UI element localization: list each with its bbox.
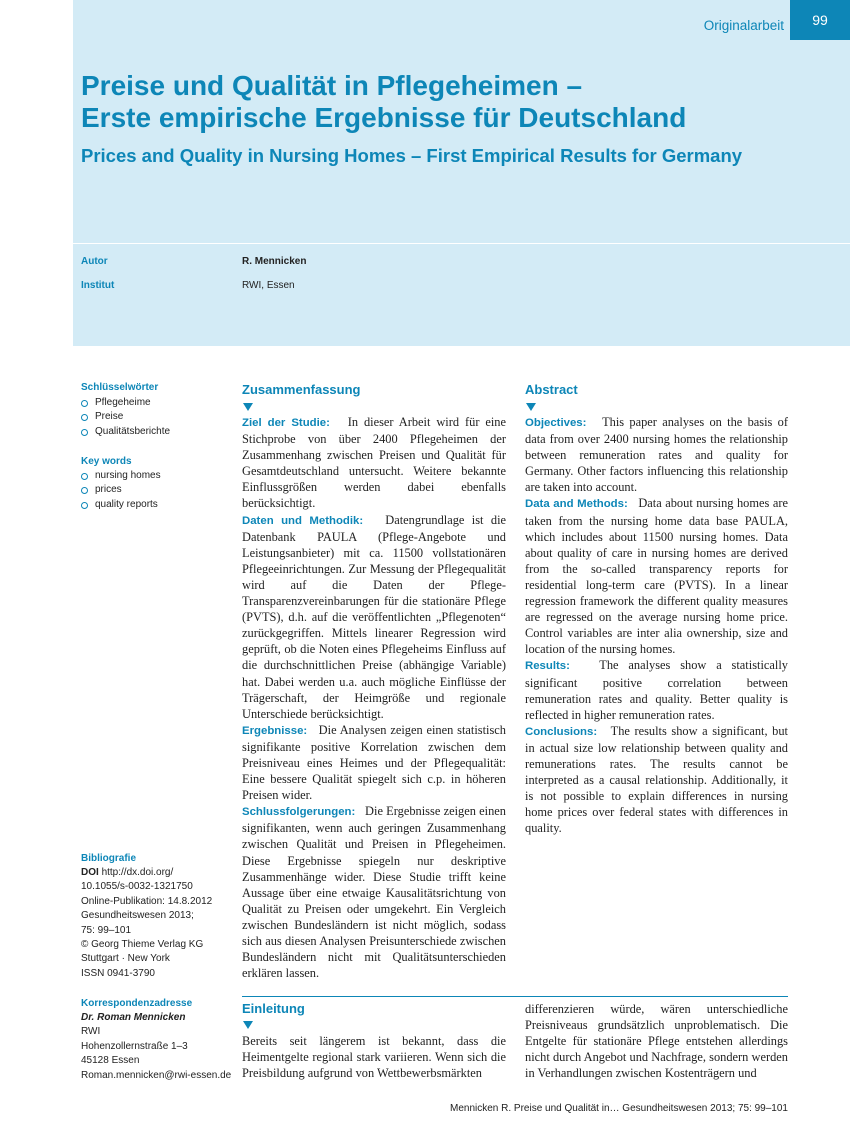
bullet-icon [81,400,88,407]
keyword-item: prices [81,483,161,497]
running-label: Originalarbeit [703,18,784,33]
keywords-de-list [81,396,170,439]
paragraph: differenzieren würde, wären unterschiedliche Preisniveaus grundsätzlich unproblematisch. Die Entgelte für stationäre Pflege entstehen allerdings nicht durch Angebot und Nachfrage, sondern werden in Verhandlungen zwischen Kostenträgern und [525,1002,788,1081]
einleitung-left-column [242,1033,506,1081]
author-label: Autor [81,256,108,267]
title-german [81,70,781,134]
paragraph: Conclusions: The results show a significant, but in actual size low relationship between quality and remunerations rates. The results cannot be interpreted as a causal relationship. Additionally, it is not possible to explain differences in nursing home prices over federal states with differences in quality. [525,723,788,836]
institute-label: Institut [81,280,115,291]
section-arrow-icon [243,1021,253,1029]
bibliography-line: Online-Publikation: 14.8.2012 [81,895,213,907]
keyword-item: Preise [81,410,170,424]
paragraph: Ergebnisse: Die Analysen zeigen einen statistisch signifikante positive Korrelation zwischen dem Preisniveau eines Heimes und der Pflegequalität: Eine bessere Qualität spiegelt sich c.p. in höheren Preisen wider. [242,722,506,803]
keyword-item: Qualitätsberichte [81,425,170,439]
paragraph: Schlussfolgerungen: Die Ergebnisse zeigen einen signifikanten, wenn auch geringen Zusammenhang zwischen Qualität und Preisen in Pflegeheimen. Diese Ergebnisse spiegeln nur deskriptive Zusammenhänge wider. Diese Studie trifft keine Aussage über eine etwaige Kausalitätsrichtung von Qualität zu Preisen oder umgekehrt. Ein Vergleich zwischen Bundesländern ist nicht möglich, sodass sich aus diesen Analysen Preisunterschiede zwischen Bundesländern nicht mit Qualitätsunterschieden erklären lassen. [242,804,506,981]
doi-link[interactable]: http://dx.doi.org/ [101,867,174,878]
title-german-line2: Erste empirische Ergebnisse für Deutschland [81,102,687,133]
correspondence-block [81,1011,231,1083]
keyword-item: Pflegeheime [81,396,170,410]
section-arrow-icon [243,403,253,411]
paragraph: Objectives: This paper analyses on the basis of data from over 2400 nursing homes the relationship between remuneration rates and quality for Germany. Other factors influencing this relationship are taken into account. [525,415,788,495]
zusammenfassung-heading: Zusammenfassung [242,382,361,397]
einleitung-right-column [525,1001,788,1081]
keywords-de-heading: Schlüsselwörter [81,382,159,393]
keywords-en-list [81,469,161,512]
correspondence-name: Dr. Roman Mennicken [81,1012,186,1023]
correspondence-heading: Korrespondenzadresse [81,998,193,1009]
correspondence-line: Hohenzollernstraße 1–3 [81,1040,188,1052]
doi-label: DOI [81,867,99,878]
correspondence-email[interactable]: Roman.mennicken@rwi-essen.de [81,1069,232,1081]
paragraph: Daten und Methodik: Datengrundlage ist die Datenbank PAULA (Pflege-Angebote und Leistungsanbieter) mit ca. 11500 vollstationären Pflegeeinrichtungen. Zur Messung der Pflegequalität wird auf die Daten der Pflege-Transparenzvereinbarungen für die stationäre Pflege (PVTS), d.h. auf die veröffentlichten „Pflegenoten“ zurückgegriffen. Mittels linearer Regression wird geprüft, ob die Noten eines Pflegeheims Einfluss auf die durchschnittlichen Preise (abhängige Variable) hat. Dabei werden u.a. auch mögliche Einflüsse der Trägerschaft, der Heimgröße und regionale Unterschiede berücksichtigt. [242,512,507,721]
bibliography-heading: Bibliografie [81,853,137,864]
bibliography-line: 75: 99–101 [81,924,132,936]
keywords-en-heading: Key words [81,456,132,467]
bibliography-block [81,866,212,981]
bibliography-line: ISSN 0941-3790 [81,967,155,979]
abstract-heading: Abstract [525,382,578,397]
author-band [73,244,850,346]
paragraph: Results: The analyses show a statistically significant positive correlation between remuneration rates and quality. Better quality is reflected in higher remuneration rates. [525,658,788,722]
bibliography-line: 10.1055/s-0032-1321750 [81,881,193,893]
author-name: R. Mennicken [242,256,307,267]
section-arrow-icon [526,403,536,411]
correspondence-line: 45128 Essen [81,1055,140,1067]
paragraph: Ziel der Studie: In dieser Arbeit wird für eine Stichprobe von über 2400 Pflegeheimen der Zusammenhang zwischen Preisen und Qualität für Gesamtdeutschland untersucht. Weitere bekannte Einflussgrößen werden dabei ebenfalls berücksichtigt. [242,415,507,511]
keyword-item: nursing homes [81,469,161,483]
bibliography-line: Gesundheitswesen 2013; [81,910,194,922]
paragraph: Bereits seit längerem ist bekannt, dass die Heimentgelte regional stark variieren. Wenn sich die Preisbildung aufgrund von Wettbewerbsmärkten [242,1034,506,1081]
einleitung-heading: Einleitung [242,1001,305,1016]
correspondence-line: RWI [81,1026,101,1038]
bullet-icon [81,502,88,509]
institute-name: RWI, Essen [242,280,295,291]
zusammenfassung-body [242,414,506,981]
bullet-icon [81,429,88,436]
title-german-line1: Preise und Qualität in Pflegeheimen – [81,70,583,101]
section-divider [242,996,788,997]
bibliography-line: Stuttgart · New York [81,953,170,965]
footer-citation: Mennicken R. Preise und Qualität in… Gesundheitswesen 2013; 75: 99–101 [450,1103,788,1114]
bullet-icon [81,473,88,480]
page-number: 99 [790,0,850,40]
doi-line [81,866,212,880]
keyword-item: quality reports [81,498,161,512]
bullet-icon [81,487,88,494]
bullet-icon [81,414,88,421]
bibliography-line: © Georg Thieme Verlag KG [81,939,204,951]
paragraph: Data and Methods: Data about nursing homes are taken from the nursing home data base PAULA, which includes about 11500 nursing homes. Data about quality of care in nursing homes are derived from the so-called transparency reports for residential long-term care (PVTS). In a linear regression framework the different quality measures are regressed on the average nursing home price. Control variables are inter alia ownership, size and location of the nursing homes. [525,496,788,657]
abstract-body [525,414,788,836]
title-english: Prices and Quality in Nursing Homes – First Empirical Results for Germany [81,145,743,166]
